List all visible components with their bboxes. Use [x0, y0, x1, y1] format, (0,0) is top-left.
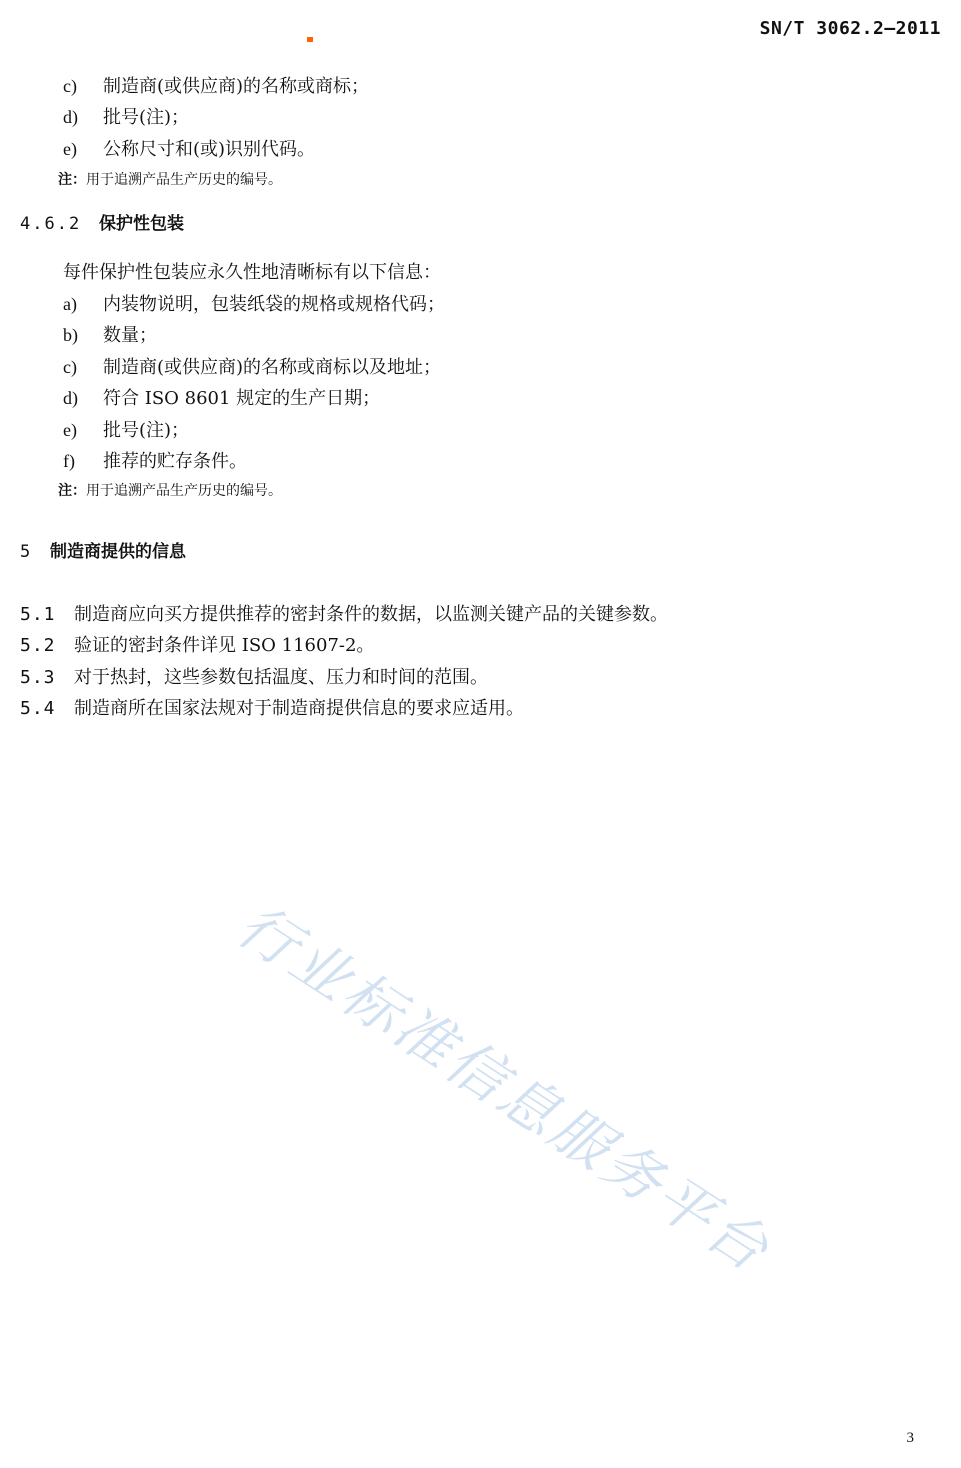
list-item — [63, 74, 369, 99]
section-number: 4.6.2 — [20, 214, 82, 234]
note — [58, 481, 282, 501]
list-item — [63, 386, 380, 411]
list-item — [63, 323, 157, 348]
clause-text: 制造商所在国家法规对于制造商提供信息的要求应适用。 — [74, 698, 524, 719]
list-item-label: a) — [63, 294, 77, 314]
note-prefix: 注： — [58, 483, 86, 499]
list-item-text: 批号(注)； — [103, 420, 190, 441]
list-item-text: 推荐的贮存条件。 — [103, 451, 247, 472]
orange-marker — [307, 37, 313, 42]
note-prefix: 注： — [58, 172, 86, 188]
clause-number: 5.1 — [20, 604, 56, 625]
note — [58, 170, 282, 190]
note-text: 用于追溯产品生产历史的编号。 — [86, 483, 282, 499]
clause — [20, 603, 668, 627]
clause-number: 5.2 — [20, 635, 56, 656]
clause-text: 对于热封，这些参数包括温度、压力和时间的范围。 — [74, 667, 488, 688]
list-item-label: b) — [63, 325, 78, 345]
list-item-text: 内装物说明，包装纸袋的规格或规格代码； — [103, 294, 445, 315]
list-item-text: 数量； — [103, 325, 157, 346]
list-item-label: d) — [63, 388, 78, 408]
clause-text: 制造商应向买方提供推荐的密封条件的数据，以监测关键产品的关键参数。 — [74, 604, 668, 625]
list-item-label: e) — [63, 420, 77, 440]
section-heading — [20, 540, 186, 564]
page-number: 3 — [906, 1430, 914, 1446]
clause — [20, 697, 524, 721]
list-item-text: 制造商(或供应商)的名称或商标； — [103, 76, 370, 97]
clause — [20, 666, 488, 690]
standard-code: SN/T 3062.2—2011 — [759, 18, 941, 39]
watermark: 行业标准信息服务平台 — [225, 890, 783, 1286]
list-item — [63, 105, 189, 130]
list-item-label: c) — [63, 357, 77, 377]
section-number: 5 — [20, 542, 33, 562]
list-item — [63, 355, 441, 380]
section-title: 保护性包装 — [98, 214, 184, 234]
list-item — [63, 449, 247, 474]
list-item-text: 制造商(或供应商)的名称或商标以及地址； — [103, 357, 442, 378]
list-item — [63, 292, 445, 317]
list-item-label: c) — [63, 76, 77, 96]
list-item-label: d) — [63, 107, 78, 127]
note-text: 用于追溯产品生产历史的编号。 — [86, 172, 282, 188]
section-intro: 每件保护性包装应永久性地清晰标有以下信息： — [63, 262, 441, 283]
clause-text: 验证的密封条件详见 ISO 11607-2。 — [74, 635, 375, 656]
list-item-text: 批号(注)； — [103, 107, 190, 128]
list-item-text: 符合 ISO 8601 规定的生产日期； — [103, 388, 381, 409]
list-item-text: 公称尺寸和(或)识别代码。 — [103, 139, 316, 160]
list-item — [63, 418, 189, 443]
list-item — [63, 137, 315, 162]
section-title: 制造商提供的信息 — [50, 542, 187, 562]
clause — [20, 634, 374, 658]
list-item-label: f) — [63, 451, 75, 471]
clause-number: 5.3 — [20, 667, 56, 688]
list-item-label: e) — [63, 139, 77, 159]
section-heading — [20, 212, 184, 236]
clause-number: 5.4 — [20, 698, 56, 719]
